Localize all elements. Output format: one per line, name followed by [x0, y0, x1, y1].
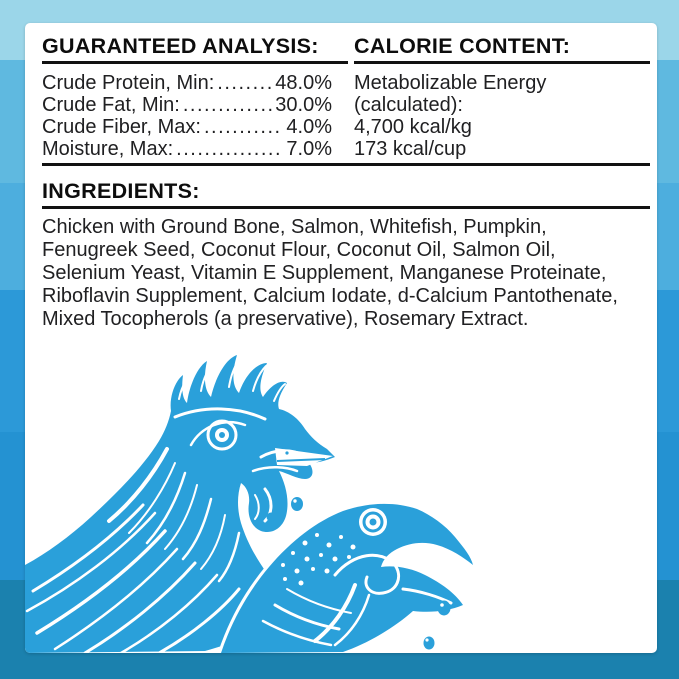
analysis-row-value: 4.0%	[286, 116, 332, 138]
analysis-row	[42, 116, 332, 138]
chicken-and-salmon-illustration	[25, 353, 657, 653]
dot-leader	[176, 138, 283, 160]
analysis-columns	[42, 36, 650, 160]
calorie-content-lines	[354, 72, 650, 160]
analysis-row	[42, 72, 332, 94]
analysis-row-value: 7.0%	[286, 138, 332, 160]
ingredients-title-rule	[42, 206, 650, 209]
guaranteed-analysis-title-rule	[42, 61, 348, 64]
analysis-row-value: 48.0%	[275, 72, 332, 94]
analysis-row-label: Crude Protein, Min:	[42, 72, 215, 94]
ingredients-section	[42, 181, 650, 331]
card-content	[25, 23, 657, 331]
guaranteed-analysis-title: GUARANTEED ANALYSIS:	[42, 34, 319, 58]
ingredients-text: Chicken with Ground Bone, Salmon, Whitefish, Pumpkin, Fenugreek Seed, Coconut Flour, Coconut Oil, Salmon Oil, Selenium Yeast, Vitamin E Supplement, Manganese Proteinate, Riboflavin Supplement, Calcium Iodate, d-Calcium Pantothenate, Mixed Tocopherols (a preservative), Rosemary Extract.	[42, 216, 618, 330]
calorie-content-section	[354, 36, 650, 160]
analysis-row-label: Crude Fiber, Max:	[42, 116, 201, 138]
calorie-content-title-rule	[354, 61, 650, 64]
calorie-content-title: CALORIE CONTENT:	[354, 34, 571, 58]
calorie-line: Metabolizable Energy	[354, 72, 547, 94]
dot-leader	[183, 94, 272, 116]
section-divider-rule	[42, 163, 650, 166]
calorie-line: 173 kcal/cup	[354, 138, 467, 160]
calorie-line: 4,700 kcal/kg	[354, 116, 472, 138]
guaranteed-analysis-rows	[42, 72, 348, 160]
analysis-row-label: Moisture, Max:	[42, 138, 174, 160]
dot-leader	[204, 116, 283, 138]
calorie-line: (calculated):	[354, 94, 463, 116]
analysis-row	[42, 94, 332, 116]
analysis-row-label: Crude Fat, Min:	[42, 94, 180, 116]
dot-leader	[217, 72, 272, 94]
analysis-row-value: 30.0%	[275, 94, 332, 116]
guaranteed-analysis-section	[42, 36, 348, 160]
ingredients-title: INGREDIENTS:	[42, 179, 200, 203]
analysis-row	[42, 138, 332, 160]
nutrition-info-card	[25, 23, 657, 653]
